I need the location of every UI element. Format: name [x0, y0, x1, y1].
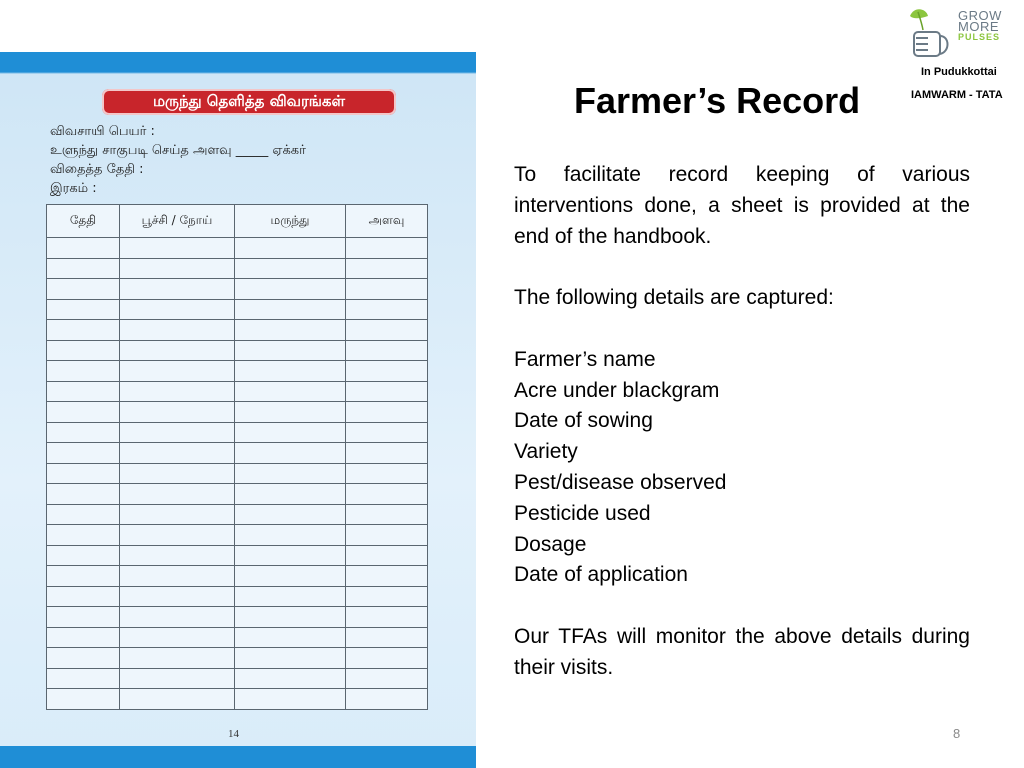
table-row [47, 689, 428, 710]
table-cell [346, 627, 428, 648]
table-cell [47, 586, 120, 607]
list-item: Acre under blackgram [514, 378, 720, 402]
slide-number: 8 [953, 726, 961, 741]
table-cell [47, 566, 120, 587]
table-cell [235, 463, 346, 484]
table-cell [47, 238, 120, 259]
table-cell [47, 689, 120, 710]
table-row [47, 299, 428, 320]
table-cell [235, 607, 346, 628]
table-cell [346, 238, 428, 259]
table-cell [235, 299, 346, 320]
table-row [47, 402, 428, 423]
field-farmer-name: விவசாயி பெயர் : [50, 124, 155, 139]
logo-wordmark: GROW MORE PULSES [958, 8, 1002, 42]
table-cell [47, 648, 120, 669]
table-cell [47, 320, 120, 341]
table-cell [120, 607, 235, 628]
table-cell [120, 463, 235, 484]
table-cell [47, 627, 120, 648]
slide-body [514, 160, 970, 684]
slide-title: Farmer’s Record [574, 80, 861, 121]
table-cell [47, 381, 120, 402]
table-cell [235, 320, 346, 341]
table-row [47, 238, 428, 259]
handbook-page-image [0, 52, 476, 768]
table-cell [346, 463, 428, 484]
form-title: மருந்து தெளித்த விவரங்கள் [102, 89, 396, 115]
table-cell [235, 443, 346, 464]
table-cell [235, 381, 346, 402]
organization-label: IAMWARM - TATA [911, 89, 1003, 101]
table-cell [346, 689, 428, 710]
table-cell [235, 545, 346, 566]
lead-paragraph: The following details are captured: [514, 286, 834, 310]
table-row [47, 279, 428, 300]
table-cell [235, 422, 346, 443]
col-quantity: அளவு [346, 205, 428, 238]
table-cell [346, 484, 428, 505]
table-cell [346, 648, 428, 669]
table-cell [235, 586, 346, 607]
table-cell [120, 443, 235, 464]
location-label: In Pudukkottai [921, 66, 997, 78]
table-cell [120, 238, 235, 259]
table-row [47, 545, 428, 566]
col-pest-disease: பூச்சி / நோய் [120, 205, 235, 238]
table-cell [346, 607, 428, 628]
table-cell [120, 545, 235, 566]
table-cell [120, 279, 235, 300]
table-row [47, 648, 428, 669]
table-cell [120, 586, 235, 607]
field-acreage: உளுந்து சாகுபடி செய்த அளவு _____ ஏக்கர் [50, 143, 306, 158]
table-row [47, 627, 428, 648]
closing-paragraph: Our TFAs will monitor the above details during their visits. [514, 624, 970, 679]
table-cell [47, 422, 120, 443]
table-cell [120, 361, 235, 382]
col-pesticide: மருந்து [235, 205, 346, 238]
table-cell [120, 525, 235, 546]
table-cell [235, 484, 346, 505]
table-cell [47, 402, 120, 423]
table-row [47, 566, 428, 587]
table-cell [346, 299, 428, 320]
table-row [47, 340, 428, 361]
page-footer-band [0, 746, 476, 768]
table-row [47, 381, 428, 402]
table-row [47, 258, 428, 279]
table-cell [120, 381, 235, 402]
field-variety: இரகம் : [50, 181, 97, 196]
table-cell [47, 279, 120, 300]
form-fields [50, 122, 306, 198]
table-cell [120, 627, 235, 648]
table-row [47, 607, 428, 628]
table-cell [235, 689, 346, 710]
table-cell [346, 381, 428, 402]
table-cell [120, 484, 235, 505]
table-cell [47, 443, 120, 464]
table-cell [120, 689, 235, 710]
table-row [47, 443, 428, 464]
list-item: Date of application [514, 563, 688, 587]
list-item: Pesticide used [514, 501, 651, 525]
table-cell [47, 484, 120, 505]
table-cell [235, 258, 346, 279]
table-cell [235, 668, 346, 689]
table-cell [47, 607, 120, 628]
table-cell [346, 320, 428, 341]
table-cell [346, 525, 428, 546]
field-sowing-date: விதைத்த தேதி : [50, 162, 144, 177]
table-cell [235, 504, 346, 525]
table-cell [346, 258, 428, 279]
table-cell [47, 258, 120, 279]
list-item: Variety [514, 440, 578, 464]
table-cell [47, 525, 120, 546]
record-table-header [47, 205, 428, 238]
table-cell [47, 299, 120, 320]
table-cell [346, 422, 428, 443]
table-cell [346, 586, 428, 607]
table-cell [235, 361, 346, 382]
table-cell [235, 525, 346, 546]
table-cell [120, 258, 235, 279]
table-row [47, 668, 428, 689]
handbook-page-number: 14 [228, 728, 239, 740]
table-cell [47, 668, 120, 689]
table-cell [235, 402, 346, 423]
table-cell [235, 238, 346, 259]
table-row [47, 484, 428, 505]
list-item: Dosage [514, 532, 587, 556]
table-cell [346, 279, 428, 300]
table-cell [120, 340, 235, 361]
table-cell [120, 422, 235, 443]
table-cell [346, 668, 428, 689]
table-cell [235, 648, 346, 669]
table-cell [235, 566, 346, 587]
table-cell [47, 504, 120, 525]
table-row [47, 422, 428, 443]
table-cell [120, 668, 235, 689]
table-row [47, 320, 428, 341]
table-cell [47, 340, 120, 361]
table-cell [120, 648, 235, 669]
table-cell [346, 504, 428, 525]
table-cell [47, 463, 120, 484]
table-row [47, 361, 428, 382]
record-table-body [47, 238, 428, 710]
table-row [47, 525, 428, 546]
list-item: Farmer’s name [514, 347, 656, 371]
table-cell [47, 545, 120, 566]
intro-paragraph: To facilitate record keeping of various interventions done, a sheet is provided at the end of the handbook. [514, 163, 970, 248]
table-cell [346, 566, 428, 587]
list-item: Pest/disease observed [514, 470, 727, 494]
table-cell [346, 361, 428, 382]
table-cell [346, 443, 428, 464]
table-cell [346, 402, 428, 423]
table-cell [120, 566, 235, 587]
table-cell [346, 545, 428, 566]
table-row [47, 586, 428, 607]
list-item: Date of sowing [514, 409, 653, 433]
table-cell [47, 361, 120, 382]
table-row [47, 504, 428, 525]
table-cell [346, 340, 428, 361]
table-cell [120, 402, 235, 423]
table-cell [120, 320, 235, 341]
table-row [47, 463, 428, 484]
col-date: தேதி [47, 205, 120, 238]
table-cell [120, 504, 235, 525]
table-cell [235, 627, 346, 648]
table-cell [235, 340, 346, 361]
table-cell [120, 299, 235, 320]
record-table [46, 204, 428, 710]
table-cell [235, 279, 346, 300]
